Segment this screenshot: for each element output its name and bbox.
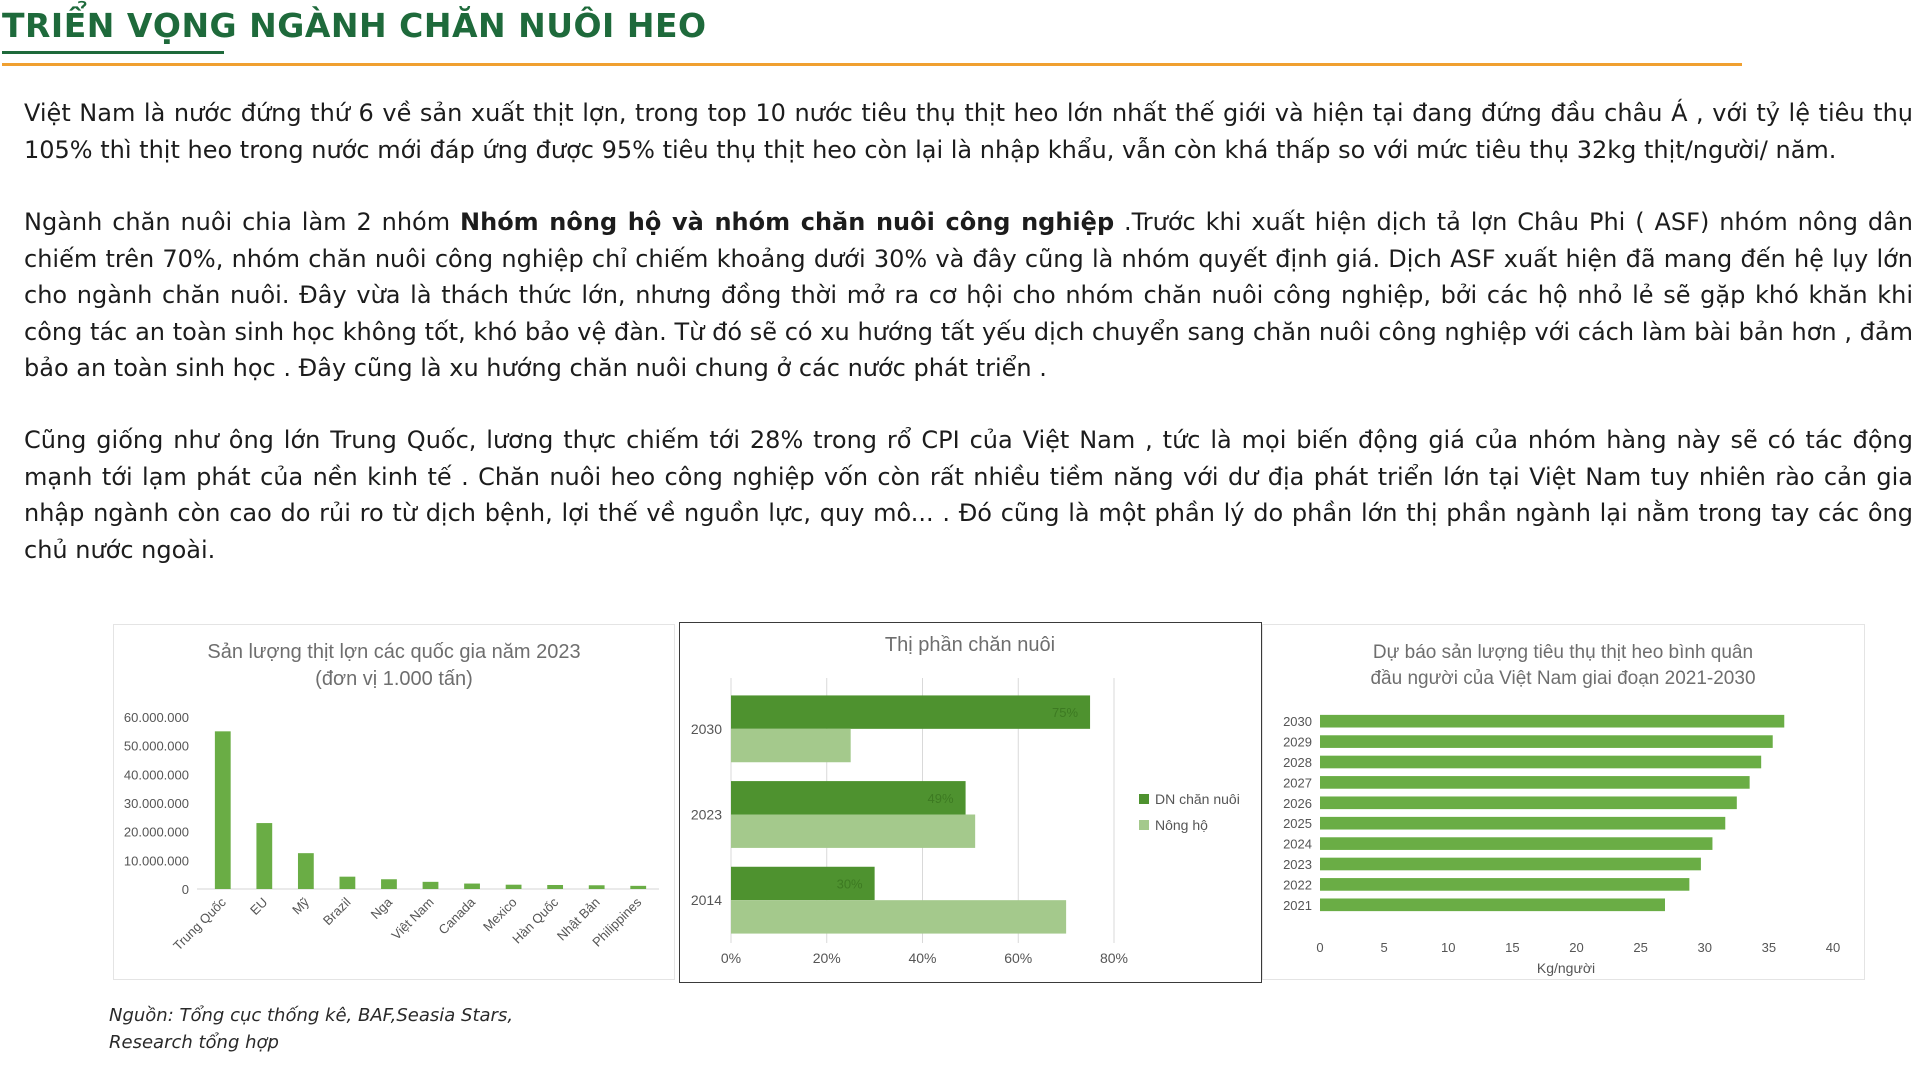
x-tick-label: 20 xyxy=(1569,940,1584,955)
bar xyxy=(1320,878,1689,891)
chart-market-share-svg xyxy=(680,623,1261,982)
bar xyxy=(506,885,522,889)
bar xyxy=(215,731,231,889)
bar xyxy=(1320,796,1737,809)
y-tick-label: 30.000.000 xyxy=(123,796,189,811)
x-tick-label: 20% xyxy=(812,950,841,966)
bar xyxy=(731,695,1090,728)
bar xyxy=(589,885,605,889)
x-tick-label: 25 xyxy=(1633,940,1648,955)
x-tick-label: Việt Nam xyxy=(388,894,437,943)
paragraph-production: Việt Nam là nước đứng thứ 6 về sản xuất thịt lợn, trong top 10 nước tiêu thụ thịt heo lớn nhất thế giới và hiện tại đang đứng đầu châu Á , với tỷ lệ tiêu thụ 105% thì thịt heo trong nước mới đáp ứng được 95% tiêu thụ thịt heo còn lại là nhập khẩu, vẫn còn khá thấp so với mức tiêu thụ 32kg thịt/người/ năm. xyxy=(24,99,1913,164)
x-tick-label: 0% xyxy=(720,950,742,966)
paragraph-groups xyxy=(24,204,1913,387)
data-label: 30% xyxy=(836,876,863,892)
chart-market-share xyxy=(679,622,1262,983)
source-note xyxy=(109,1002,529,1056)
y-tick-label: 50.000.000 xyxy=(123,738,189,754)
y-tick-label: 20.000.000 xyxy=(123,824,189,840)
y-tick-label: 2027 xyxy=(1283,775,1312,791)
x-tick-label: 80% xyxy=(1099,950,1129,966)
x-tick-label: Nhật Bản xyxy=(553,894,603,944)
x-tick-label: 35 xyxy=(1761,940,1777,955)
page-title: TRIỂN VỌNG NGÀNH CHĂN NUÔI HEO xyxy=(2,6,707,45)
chart-title: Dự báo sản lượng tiêu thụ thịt heo bình quân xyxy=(1372,642,1754,663)
bar xyxy=(731,729,851,762)
y-tick-label: 2025 xyxy=(1283,816,1312,832)
source-line-2: Research tổng hợp xyxy=(109,1032,279,1053)
y-tick-label: 2024 xyxy=(1283,836,1312,852)
x-tick-label: Philippines xyxy=(589,894,645,950)
bar xyxy=(547,885,563,889)
bar xyxy=(1320,776,1750,789)
y-tick-label: 2029 xyxy=(1283,734,1312,750)
legend-label: DN chăn nuôi xyxy=(1155,791,1240,807)
bar xyxy=(1320,858,1701,871)
y-tick-label: 10.000.000 xyxy=(123,853,189,869)
bar xyxy=(423,882,439,889)
chart-subtitle: đầu người của Việt Nam giai đoạn 2021-2030 xyxy=(1370,668,1756,689)
y-tick-label: 60.000.000 xyxy=(123,710,189,725)
legend-swatch xyxy=(1139,820,1149,830)
bar xyxy=(1320,817,1725,830)
x-tick-label: 40 xyxy=(1825,940,1841,955)
x-tick-label: 30 xyxy=(1697,940,1712,955)
paragraph-cpi: Cũng giống như ông lớn Trung Quốc, lương thực chiếm tới 28% trong rổ CPI của Việt Nam , tức là mọi biến động giá của nhóm hàng này sẽ có tác động mạnh tới lạm phát của nền kinh tế . Chăn nuôi heo công nghiệp vốn còn rất nhiều tiềm năng với dư địa phát triển lớn tại Việt Nam tuy nhiên rào cản gia nhập ngành còn cao do rủi ro từ dịch bệnh, lợi thế về nguồn lực, quy mô... . Đó cũng là một phần lý do phần lớn thị phần ngành lại nằm trong tay các ông chủ nước ngoài. xyxy=(24,426,1913,564)
bar xyxy=(731,815,975,848)
x-tick-label: 10 xyxy=(1441,940,1456,955)
data-label: 49% xyxy=(927,790,954,806)
bar xyxy=(464,884,480,889)
x-tick-label: 5 xyxy=(1380,940,1388,955)
chart-consumption-forecast xyxy=(1262,624,1865,980)
bar xyxy=(1320,735,1773,748)
x-tick-label: Mỹ xyxy=(289,894,312,918)
data-label: 75% xyxy=(1052,705,1079,721)
x-tick-label: Trung Quốc xyxy=(170,894,229,954)
y-tick-label: 2023 xyxy=(690,806,722,823)
title-underline xyxy=(2,51,224,54)
y-tick-label: 2023 xyxy=(1283,857,1312,872)
bar xyxy=(1320,715,1784,728)
bar xyxy=(298,853,314,889)
bar xyxy=(381,879,397,889)
chart-title: Sản lượng thịt lợn các quốc gia năm 2023 xyxy=(207,641,581,663)
chart-pork-production-svg xyxy=(114,625,674,979)
bar xyxy=(1320,756,1761,769)
y-tick-label: 2030 xyxy=(1283,714,1312,730)
bar xyxy=(256,823,272,889)
y-tick-label: 2026 xyxy=(1283,795,1312,811)
bar xyxy=(340,877,356,889)
paragraph-groups-intro: Ngành chăn nuôi chia làm 2 nhóm xyxy=(24,208,461,236)
chart-title: Thị phần chăn nuôi xyxy=(884,634,1056,656)
x-tick-label: Mexico xyxy=(479,894,520,935)
x-tick-label: 15 xyxy=(1505,940,1520,955)
y-tick-label: 40.000.000 xyxy=(123,767,189,783)
title-divider xyxy=(2,63,1742,66)
y-tick-label: 2014 xyxy=(690,892,722,909)
y-tick-label: 2030 xyxy=(690,720,722,737)
x-tick-label: Brazil xyxy=(319,894,354,929)
x-tick-label: Hàn Quốc xyxy=(509,894,562,947)
bar xyxy=(630,886,646,889)
x-tick-label: EU xyxy=(247,894,271,918)
chart-consumption-forecast-svg xyxy=(1263,625,1864,979)
y-tick-label: 2022 xyxy=(1283,877,1312,893)
x-tick-label: 40% xyxy=(908,950,937,966)
bar xyxy=(731,900,1066,933)
paragraph-groups-bold: Nhóm nông hộ và nhóm chăn nuôi công nghiệp xyxy=(460,208,1115,236)
legend-label: Nông hộ xyxy=(1155,817,1208,833)
bar xyxy=(1320,898,1665,911)
y-tick-label: 2028 xyxy=(1283,755,1312,770)
source-line-1: Nguồn: Tổng cục thống kê, BAF,Seasia Stars, xyxy=(109,1005,514,1026)
x-tick-label: Nga xyxy=(367,894,396,922)
y-tick-label: 0 xyxy=(181,882,189,897)
y-tick-label: 2021 xyxy=(1283,897,1312,913)
legend-swatch xyxy=(1139,794,1149,804)
x-tick-label: Canada xyxy=(435,894,479,938)
bar xyxy=(1320,837,1712,850)
chart-pork-production xyxy=(113,624,675,980)
chart-subtitle: (đơn vị 1.000 tấn) xyxy=(315,668,473,690)
paragraph-groups-rest: .Trước khi xuất hiện dịch tả lợn Châu Phi ( ASF) nhóm nông dân chiếm trên 70%, nhóm chăn nuôi công nghiệp chỉ chiếm khoảng dưới 30% và đây cũng là nhóm quyết định giá. Dịch ASF xuất hiện đã mang đến hệ lụy lớn cho ngành chăn nuôi. Đây vừa là thách thức lớn, nhưng đồng thời mở ra cơ hội cho nhóm chăn nuôi công nghiệp, bởi các hộ nhỏ lẻ sẽ gặp khó khăn khi công tác an toàn sinh học không tốt, khó bảo vệ đàn. Từ đó sẽ có xu hướng tất yếu dịch chuyển sang chăn nuôi công nghiệp với cách làm bài bản hơn , đảm bảo an toàn sinh học . Đây cũng là xu hướng chăn nuôi chung ở các nước phát triển . xyxy=(24,208,1914,382)
x-tick-label: 60% xyxy=(1004,950,1033,966)
x-axis-label: Kg/người xyxy=(1536,960,1596,976)
x-tick-label: 0 xyxy=(1316,940,1324,955)
